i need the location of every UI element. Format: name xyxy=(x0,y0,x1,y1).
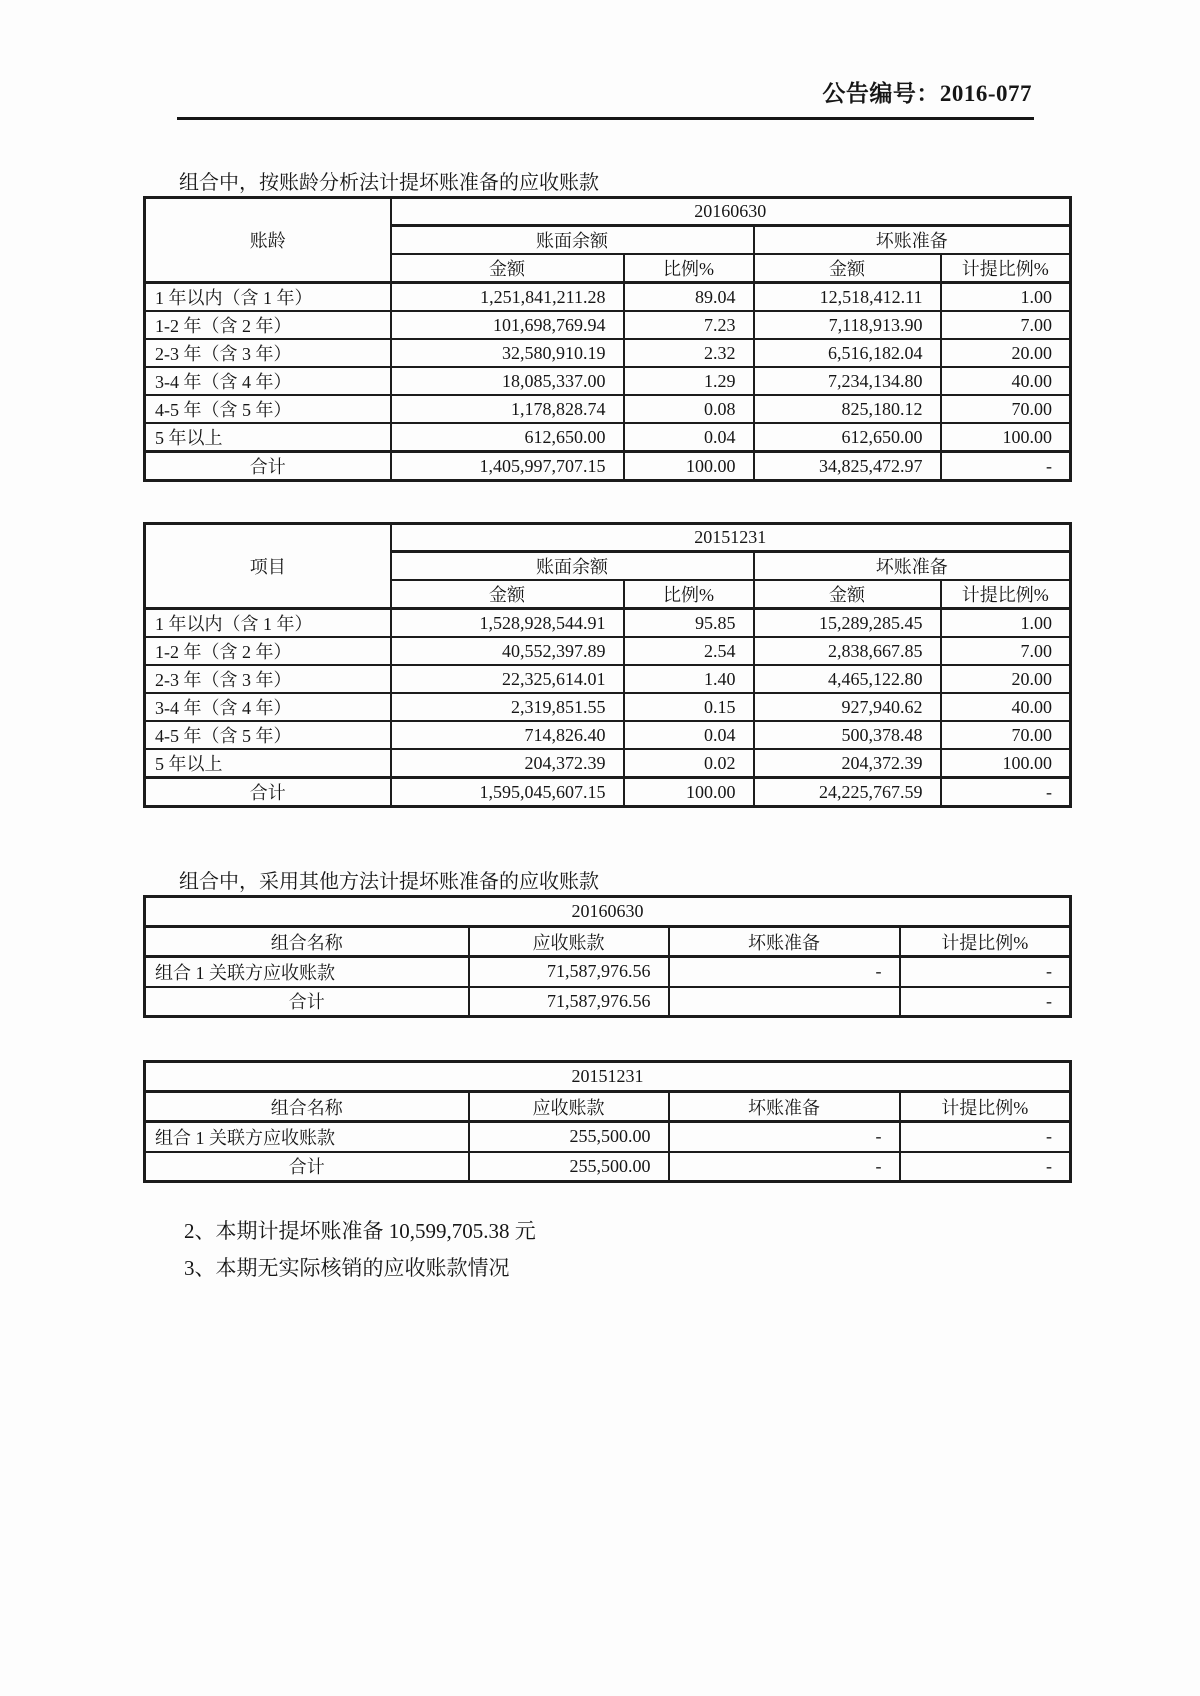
balance-amount-cell: 714,826.40 xyxy=(391,721,624,749)
bad-debt-header: 坏账准备 xyxy=(754,226,1071,255)
table-row xyxy=(145,721,1071,749)
aging-label-cell: 4-5 年（含 5 年） xyxy=(145,395,391,423)
aging-label-cell: 1 年以内（含 1 年） xyxy=(145,283,391,312)
balance-amount-cell: 2,319,851.55 xyxy=(391,693,624,721)
provision-ratio-cell: - xyxy=(941,778,1071,807)
table-row xyxy=(145,637,1071,665)
table-row xyxy=(145,1122,1071,1152)
provision-cell: - xyxy=(669,957,900,987)
provision-ratio-cell: 100.00 xyxy=(941,423,1071,452)
aging-label-cell: 3-4 年（含 4 年） xyxy=(145,367,391,395)
balance-amount-header: 金额 xyxy=(391,580,624,609)
provision-amount-cell: 825,180.12 xyxy=(754,395,941,423)
balance-amount-cell: 32,580,910.19 xyxy=(391,339,624,367)
period-label: 20151231 xyxy=(391,524,1071,552)
period-row xyxy=(145,1062,1071,1092)
aging-label-cell: 2-3 年（含 3 年） xyxy=(145,665,391,693)
total-row xyxy=(145,1152,1071,1182)
provision-amount-cell: 927,940.62 xyxy=(754,693,941,721)
note-no-writeoff: 3、本期无实际核销的应收账款情况 xyxy=(184,1256,510,1280)
receivable-header: 应收账款 xyxy=(469,927,669,957)
balance-amount-cell: 22,325,614.01 xyxy=(391,665,624,693)
row-header-label: 账龄 xyxy=(145,198,391,283)
header-row xyxy=(145,1092,1071,1122)
section-other-title: 组合中，采用其他方法计提坏账准备的应收账款 xyxy=(179,871,599,893)
aging-label-cell: 4-5 年（含 5 年） xyxy=(145,721,391,749)
balance-ratio-cell: 0.02 xyxy=(624,749,754,778)
provision-ratio-cell: - xyxy=(941,452,1071,481)
provision-amount-cell: 7,118,913.90 xyxy=(754,311,941,339)
total-label: 合计 xyxy=(145,987,469,1017)
provision-ratio-cell: 100.00 xyxy=(941,749,1071,778)
table-row xyxy=(145,395,1071,423)
provision-amount-header: 金额 xyxy=(754,580,941,609)
group-name-cell: 组合 1 关联方应收账款 xyxy=(145,1122,469,1152)
provision-ratio-cell: 1.00 xyxy=(941,283,1071,312)
note-provision-amount: 2、本期计提坏账准备 10,599,705.38 元 xyxy=(184,1219,536,1243)
bad-debt-header: 坏账准备 xyxy=(669,927,900,957)
provision-ratio-cell: 40.00 xyxy=(941,693,1071,721)
table-row xyxy=(145,693,1071,721)
provision-cell: - xyxy=(669,1152,900,1182)
aging-label-cell: 1-2 年（含 2 年） xyxy=(145,637,391,665)
provision-amount-cell: 15,289,285.45 xyxy=(754,609,941,638)
table-row xyxy=(145,423,1071,452)
bad-debt-header: 坏账准备 xyxy=(669,1092,900,1122)
provision-ratio-cell: 7.00 xyxy=(941,637,1071,665)
balance-amount-cell: 1,178,828.74 xyxy=(391,395,624,423)
balance-amount-cell: 40,552,397.89 xyxy=(391,637,624,665)
balance-ratio-cell: 7.23 xyxy=(624,311,754,339)
total-label: 合计 xyxy=(145,778,391,807)
balance-ratio-cell: 95.85 xyxy=(624,609,754,638)
provision-cell xyxy=(669,987,900,1017)
balance-ratio-cell: 100.00 xyxy=(624,778,754,807)
balance-ratio-cell: 0.15 xyxy=(624,693,754,721)
total-row xyxy=(145,987,1071,1017)
provision-ratio-header: 计提比例% xyxy=(941,254,1071,283)
balance-ratio-cell: 0.04 xyxy=(624,721,754,749)
balance-amount-cell: 1,595,045,607.15 xyxy=(391,778,624,807)
table-row xyxy=(145,957,1071,987)
group-name-header: 组合名称 xyxy=(145,927,469,957)
aging-label-cell: 3-4 年（含 4 年） xyxy=(145,693,391,721)
aging-label-cell: 1 年以内（含 1 年） xyxy=(145,609,391,638)
section-aging-title: 组合中，按账龄分析法计提坏账准备的应收账款 xyxy=(179,172,599,194)
table-row xyxy=(145,367,1071,395)
balance-ratio-cell: 0.08 xyxy=(624,395,754,423)
other-method-table-20160630 xyxy=(143,895,1072,1018)
provision-ratio-cell: 20.00 xyxy=(941,339,1071,367)
provision-amount-cell: 6,516,182.04 xyxy=(754,339,941,367)
period-row xyxy=(145,897,1071,927)
total-row xyxy=(145,452,1071,481)
provision-amount-cell: 2,838,667.85 xyxy=(754,637,941,665)
balance-amount-cell: 1,251,841,211.28 xyxy=(391,283,624,312)
balance-ratio-header: 比例% xyxy=(624,254,754,283)
provision-amount-cell: 4,465,122.80 xyxy=(754,665,941,693)
aging-table-20160630 xyxy=(143,196,1072,482)
table-row xyxy=(145,749,1071,778)
balance-ratio-header: 比例% xyxy=(624,580,754,609)
provision-ratio-cell: 7.00 xyxy=(941,311,1071,339)
book-balance-header: 账面余额 xyxy=(391,226,754,255)
group-name-header: 组合名称 xyxy=(145,1092,469,1122)
balance-amount-cell: 18,085,337.00 xyxy=(391,367,624,395)
balance-amount-header: 金额 xyxy=(391,254,624,283)
provision-ratio-header: 计提比例% xyxy=(900,1092,1071,1122)
provision-ratio-cell: 1.00 xyxy=(941,609,1071,638)
period-label: 20160630 xyxy=(391,198,1071,226)
receivable-cell: 255,500.00 xyxy=(469,1122,669,1152)
book-balance-header: 账面余额 xyxy=(391,552,754,581)
aging-label-cell: 5 年以上 xyxy=(145,749,391,778)
provision-ratio-cell: 70.00 xyxy=(941,721,1071,749)
provision-ratio-cell: - xyxy=(900,987,1071,1017)
receivable-cell: 71,587,976.56 xyxy=(469,987,669,1017)
receivable-cell: 255,500.00 xyxy=(469,1152,669,1182)
balance-ratio-cell: 1.40 xyxy=(624,665,754,693)
provision-amount-cell: 612,650.00 xyxy=(754,423,941,452)
receivable-header: 应收账款 xyxy=(469,1092,669,1122)
total-label: 合计 xyxy=(145,452,391,481)
other-method-table-20151231 xyxy=(143,1060,1072,1183)
balance-ratio-cell: 2.32 xyxy=(624,339,754,367)
provision-amount-cell: 24,225,767.59 xyxy=(754,778,941,807)
provision-ratio-cell: - xyxy=(900,957,1071,987)
balance-amount-cell: 1,405,997,707.15 xyxy=(391,452,624,481)
provision-ratio-cell: 20.00 xyxy=(941,665,1071,693)
aging-table-20151231 xyxy=(143,522,1072,808)
bad-debt-header: 坏账准备 xyxy=(754,552,1071,581)
balance-ratio-cell: 0.04 xyxy=(624,423,754,452)
balance-ratio-cell: 89.04 xyxy=(624,283,754,312)
group-name-cell: 组合 1 关联方应收账款 xyxy=(145,957,469,987)
row-header-label: 项目 xyxy=(145,524,391,609)
doc-number: 公告编号：2016-077 xyxy=(822,81,1032,106)
table-row xyxy=(145,283,1071,312)
period-row xyxy=(145,524,1071,552)
receivable-cell: 71,587,976.56 xyxy=(469,957,669,987)
header-divider xyxy=(177,117,1034,120)
table-row xyxy=(145,665,1071,693)
provision-cell: - xyxy=(669,1122,900,1152)
provision-amount-cell: 12,518,412.11 xyxy=(754,283,941,312)
balance-ratio-cell: 100.00 xyxy=(624,452,754,481)
aging-label-cell: 2-3 年（含 3 年） xyxy=(145,339,391,367)
provision-ratio-cell: 40.00 xyxy=(941,367,1071,395)
total-row xyxy=(145,778,1071,807)
period-row xyxy=(145,198,1071,226)
provision-amount-cell: 7,234,134.80 xyxy=(754,367,941,395)
aging-label-cell: 1-2 年（含 2 年） xyxy=(145,311,391,339)
provision-ratio-cell: 70.00 xyxy=(941,395,1071,423)
balance-amount-cell: 101,698,769.94 xyxy=(391,311,624,339)
table-row xyxy=(145,311,1071,339)
balance-amount-cell: 1,528,928,544.91 xyxy=(391,609,624,638)
balance-ratio-cell: 1.29 xyxy=(624,367,754,395)
provision-ratio-cell: - xyxy=(900,1122,1071,1152)
provision-amount-header: 金额 xyxy=(754,254,941,283)
balance-amount-cell: 204,372.39 xyxy=(391,749,624,778)
period-label: 20151231 xyxy=(145,1062,1071,1092)
provision-ratio-header: 计提比例% xyxy=(900,927,1071,957)
provision-ratio-header: 计提比例% xyxy=(941,580,1071,609)
provision-ratio-cell: - xyxy=(900,1152,1071,1182)
balance-ratio-cell: 2.54 xyxy=(624,637,754,665)
provision-amount-cell: 500,378.48 xyxy=(754,721,941,749)
footer-notes xyxy=(184,1213,1200,1287)
table-row xyxy=(145,339,1071,367)
provision-amount-cell: 204,372.39 xyxy=(754,749,941,778)
table-row xyxy=(145,609,1071,638)
provision-amount-cell: 34,825,472.97 xyxy=(754,452,941,481)
aging-label-cell: 5 年以上 xyxy=(145,423,391,452)
total-label: 合计 xyxy=(145,1152,469,1182)
period-label: 20160630 xyxy=(145,897,1071,927)
balance-amount-cell: 612,650.00 xyxy=(391,423,624,452)
header-row xyxy=(145,927,1071,957)
